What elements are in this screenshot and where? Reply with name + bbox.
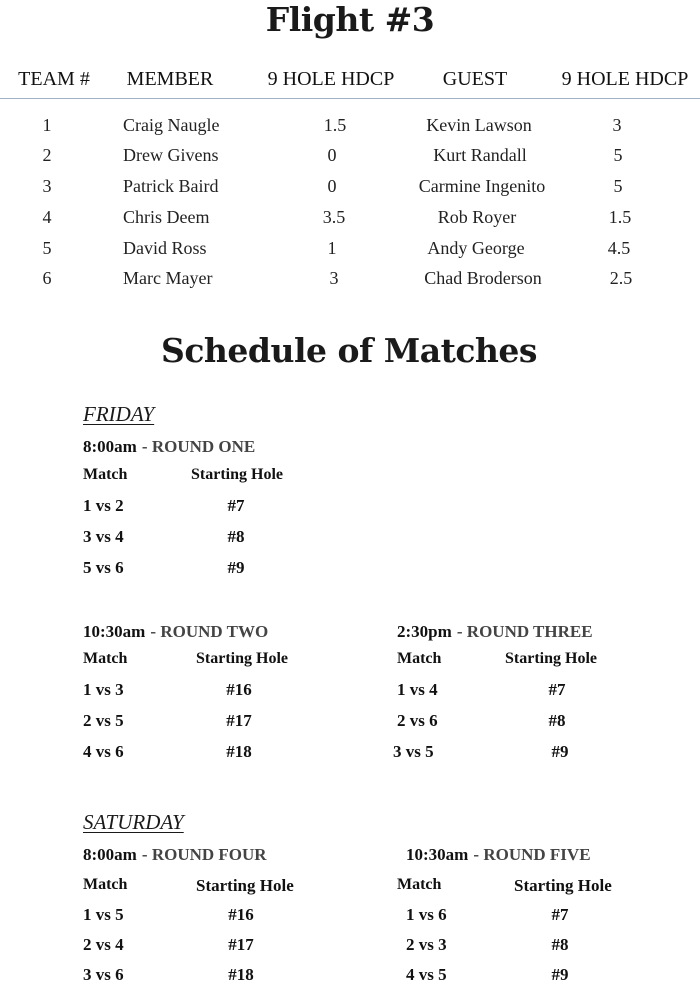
member-hdcp: 1.5: [323, 115, 347, 135]
guest-hdcp: 3: [612, 115, 622, 135]
starting-hole: #18: [228, 965, 254, 984]
member-name: Craig Naugle: [123, 115, 220, 135]
round-label: - ROUND TWO: [150, 622, 269, 641]
match-pairing: 1 vs 4: [397, 680, 438, 699]
match-column-header: Match: [83, 876, 128, 893]
guest-name: Carmine Ingenito: [418, 176, 546, 196]
member-hdcp: 1: [327, 238, 337, 258]
starting-hole: #9: [227, 558, 245, 577]
match-pairing: 2 vs 6: [397, 711, 438, 730]
guest-name: Rob Royer: [437, 207, 517, 227]
match-pairing: 3 vs 6: [83, 965, 124, 984]
header-divider: [0, 98, 700, 99]
team-number: 2: [42, 145, 52, 165]
round-label: - ROUND THREE: [456, 622, 593, 641]
round-time: 8:00am: [83, 437, 137, 456]
member-name: David Ross: [123, 238, 207, 258]
starting-hole: #9: [551, 742, 569, 761]
member-hdcp: 3.5: [322, 207, 346, 227]
match-pairing: 1 vs 6: [406, 905, 447, 924]
starting-hole-column-header: Starting Hole: [196, 876, 294, 895]
match-pairing: 1 vs 3: [83, 680, 124, 699]
round-label: - ROUND FOUR: [141, 845, 267, 864]
guest-name: Kevin Lawson: [426, 115, 532, 135]
match-pairing: 2 vs 4: [83, 935, 124, 954]
header-member-hdcp: 9 HOLE HDCP: [267, 68, 395, 90]
day-friday-heading: FRIDAY: [83, 402, 155, 426]
guest-hdcp: 5: [613, 145, 623, 165]
member-name: Drew Givens: [123, 145, 219, 165]
member-hdcp: 0: [327, 176, 337, 196]
guest-name: Andy George: [427, 238, 525, 258]
guest-hdcp: 2.5: [609, 268, 633, 288]
schedule-title: Schedule of Matches: [160, 331, 538, 370]
header-guest: GUEST: [442, 68, 508, 90]
starting-hole: #8: [548, 711, 566, 730]
round-time: 2:30pm: [397, 622, 452, 641]
day-saturday-heading: SATURDAY: [83, 810, 184, 834]
match-pairing: 2 vs 5: [83, 711, 124, 730]
starting-hole: #16: [228, 905, 254, 924]
member-name: Chris Deem: [123, 207, 210, 227]
match-column-header: Match: [397, 650, 442, 667]
match-pairing: 5 vs 6: [83, 558, 124, 577]
starting-hole: #17: [228, 935, 254, 954]
team-number: 5: [42, 238, 52, 258]
round-label: - ROUND ONE: [141, 437, 256, 456]
header-member: MEMBER: [126, 68, 214, 90]
team-number: 3: [42, 176, 52, 196]
starting-hole-column-header: Starting Hole: [191, 466, 283, 483]
match-pairing: 4 vs 5: [406, 965, 447, 984]
starting-hole: #8: [227, 527, 245, 546]
match-column-header: Match: [83, 466, 128, 483]
header-guest-hdcp: 9 HOLE HDCP: [561, 68, 689, 90]
guest-name: Kurt Randall: [433, 145, 527, 165]
starting-hole: #8: [551, 935, 569, 954]
round-time: 10:30am: [406, 845, 469, 864]
page-title: Flight #3: [265, 0, 435, 39]
team-number: 6: [42, 268, 52, 288]
starting-hole: #16: [226, 680, 252, 699]
starting-hole: #18: [226, 742, 252, 761]
round-time: 8:00am: [83, 845, 137, 864]
round-label: - ROUND FIVE: [473, 845, 591, 864]
match-pairing: 3 vs 5: [393, 742, 434, 761]
match-pairing: 4 vs 6: [83, 742, 124, 761]
member-hdcp: 0: [327, 145, 337, 165]
member-name: Marc Mayer: [123, 268, 213, 288]
starting-hole: #7: [227, 496, 245, 515]
team-number: 1: [42, 115, 52, 135]
match-column-header: Match: [397, 876, 442, 893]
starting-hole: #7: [548, 680, 566, 699]
member-name: Patrick Baird: [123, 176, 219, 196]
guest-hdcp: 5: [613, 176, 623, 196]
guest-hdcp: 1.5: [608, 207, 632, 227]
starting-hole: #17: [226, 711, 252, 730]
member-hdcp: 3: [329, 268, 339, 288]
match-column-header: Match: [83, 650, 128, 667]
match-pairing: 1 vs 2: [83, 496, 124, 515]
match-pairing: 2 vs 3: [406, 935, 447, 954]
team-number: 4: [42, 207, 52, 227]
starting-hole-column-header: Starting Hole: [514, 876, 612, 895]
starting-hole: #9: [551, 965, 569, 984]
starting-hole-column-header: Starting Hole: [196, 650, 288, 667]
match-pairing: 3 vs 4: [83, 527, 124, 546]
match-pairing: 1 vs 5: [83, 905, 124, 924]
round-time: 10:30am: [83, 622, 146, 641]
starting-hole: #7: [551, 905, 569, 924]
guest-name: Chad Broderson: [424, 268, 542, 288]
header-team: TEAM #: [18, 68, 90, 90]
guest-hdcp: 4.5: [607, 238, 631, 258]
starting-hole-column-header: Starting Hole: [505, 650, 597, 667]
